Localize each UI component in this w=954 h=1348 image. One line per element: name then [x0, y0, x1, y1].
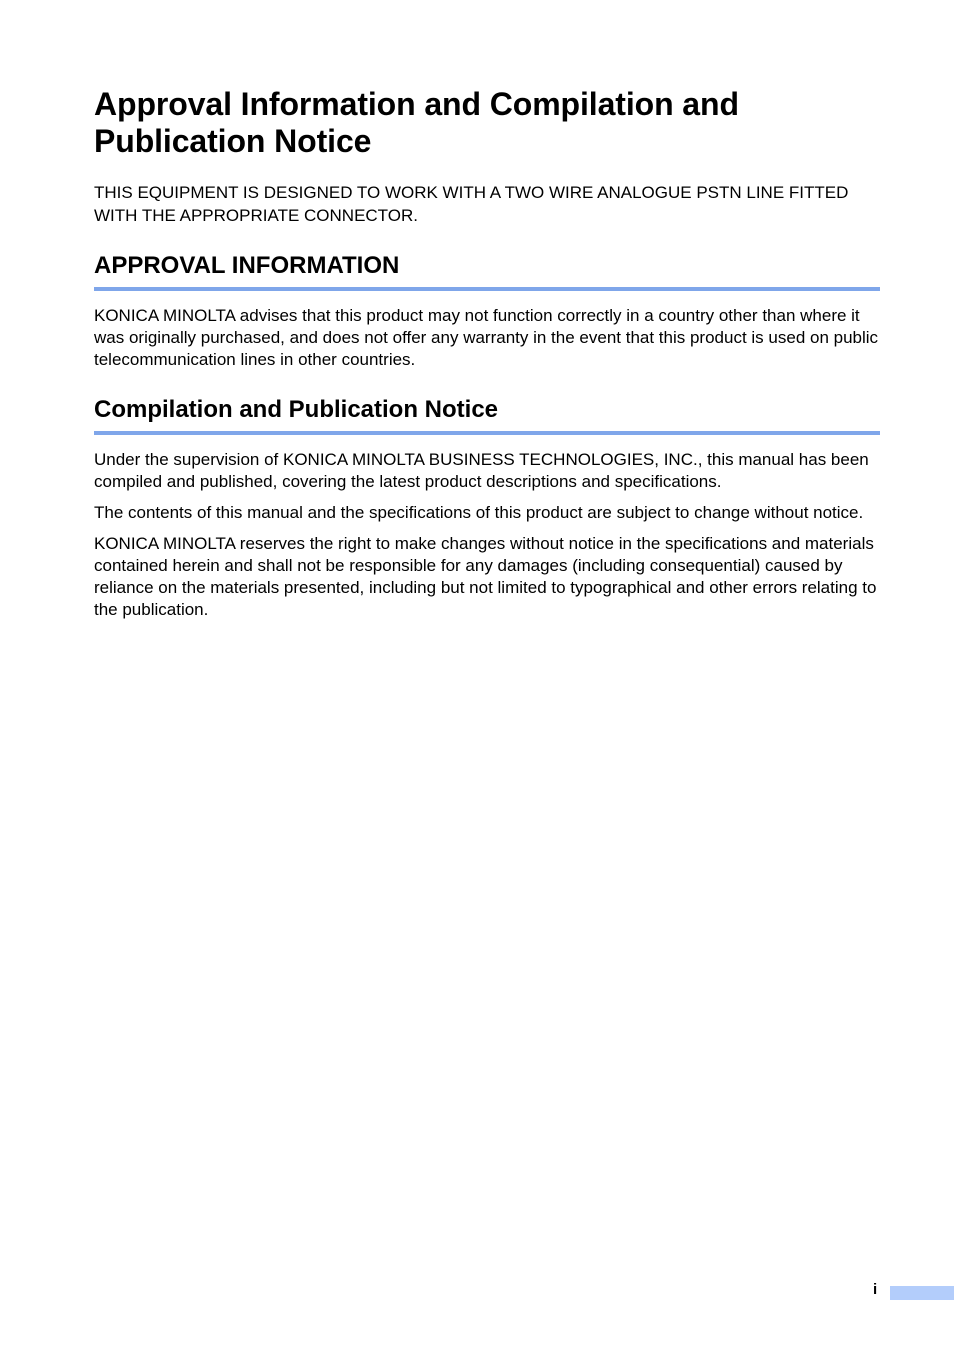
section-heading-compilation: Compilation and Publication Notice — [94, 395, 880, 435]
compilation-paragraph-1: Under the supervision of KONICA MINOLTA BUSINESS TECHNOLOGIES, INC., this manual has been compiled and published, covering the latest product descriptions and specifications. — [94, 450, 869, 491]
approval-information-section — [94, 251, 880, 371]
approval-section-body — [94, 305, 880, 371]
page-tab-marker — [890, 1286, 954, 1300]
compilation-paragraph-3: KONICA MINOLTA reserves the right to make changes without notice in the specifications and materials contained herein and shall not be responsible for any damages (including consequential) caused by reliance on the materials presented, including but not limited to typographical and other errors relating to the publication. — [94, 534, 877, 619]
intro-notice: THIS EQUIPMENT IS DESIGNED TO WORK WITH A TWO WIRE ANALOGUE PSTN LINE FITTED WITH THE APPROPRIATE CONNECTOR. — [94, 183, 849, 225]
compilation-notice-section — [94, 395, 880, 621]
compilation-section-body — [94, 449, 880, 621]
section-heading-approval: APPROVAL INFORMATION — [94, 251, 880, 291]
approval-paragraph: KONICA MINOLTA advises that this product may not function correctly in a country other than where it was originally purchased, and does not offer any warranty in the event that this product is used on public telecommunication lines in other countries. — [94, 306, 879, 369]
page-content — [94, 86, 880, 621]
page-number: i — [873, 1281, 878, 1298]
page-title: Approval Information and Compilation and Publication Notice — [94, 86, 739, 159]
compilation-paragraph-2: The contents of this manual and the specifications of this product are subject to change without notice. — [94, 503, 864, 522]
